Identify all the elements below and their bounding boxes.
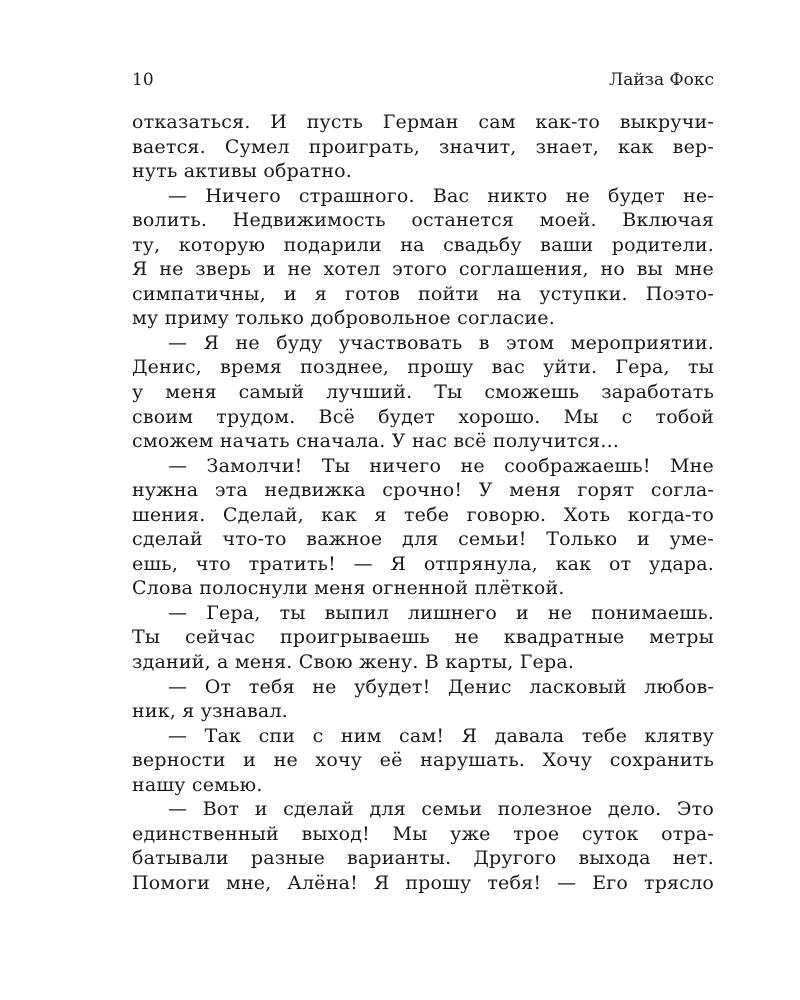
text-line: зданий, а меня. Свою жену. В карты, Гера. <box>132 651 575 674</box>
text-line: сможем начать сначала. У нас всё получится... <box>132 430 620 453</box>
body-text <box>132 110 714 896</box>
text-line: Слова полоснули меня огненной плёткой. <box>132 577 565 600</box>
text-line: батывали разные варианты. Другого выхода нет. <box>132 847 714 870</box>
text-line: Денис, время позднее, прошу вас уйти. Гера, ты <box>132 356 714 379</box>
book-author: Лайза Фокс <box>609 70 714 90</box>
text-line: — Гера, ты выпил лишнего и не понимаешь. <box>168 601 714 624</box>
text-line: нашу семью. <box>132 773 263 796</box>
text-line: волить. Недвижимость останется моей. Включая <box>132 209 714 232</box>
text-line: — Так спи с ним сам! Я давала тебе клятву <box>168 724 714 747</box>
text-line: вается. Сумел проиграть, значит, знает, как вер- <box>132 135 714 158</box>
text-line: Помоги мне, Алёна! Я прошу тебя! — Его трясло <box>132 871 714 894</box>
text-line: своим трудом. Всё будет хорошо. Мы с тобой <box>132 405 714 428</box>
text-line: нужна эта недвижка срочно! У меня горят согла- <box>132 479 714 502</box>
text-line: — Я не буду участвовать в этом мероприятии. <box>168 331 714 354</box>
text-line: сделай что-то важное для семьи! Только и уме- <box>132 528 714 551</box>
text-line: — Ничего страшного. Вас никто не будет не- <box>168 184 714 207</box>
page-number: 10 <box>132 70 154 90</box>
text-line: ник, я узнавал. <box>132 700 288 723</box>
text-line: нуть активы обратно. <box>132 160 352 183</box>
text-line: верности и не хочу её нарушать. Хочу сохранить <box>132 749 714 772</box>
text-line: — От тебя не убудет! Денис ласковый любов- <box>168 675 714 698</box>
text-line: Я не зверь и не хотел этого соглашения, но вы мне <box>132 258 714 281</box>
text-line: Ты сейчас проигрываешь не квадратные метры <box>132 626 714 649</box>
text-line: — Замолчи! Ты ничего не соображаешь! Мне <box>168 454 714 477</box>
text-line: му приму только добровольное согласие. <box>132 307 555 330</box>
text-line: — Вот и сделай для семьи полезное дело. Это <box>168 798 714 821</box>
text-line: единственный выход! Мы уже трое суток отра- <box>132 822 714 845</box>
text-line: ешь, что тратить! — Я отпрянула, как от удара. <box>132 552 714 575</box>
running-head <box>132 68 714 92</box>
text-line: симпатичны, и я готов пойти на уступки. Поэто- <box>132 282 714 305</box>
text-line: у меня самый лучший. Ты сможешь заработать <box>132 381 714 404</box>
text-line: ту, которую подарили на свадьбу ваши родители. <box>132 233 714 256</box>
text-line: отказаться. И пусть Герман сам как-то выкручи- <box>132 111 714 133</box>
text-line: шения. Сделай, как я тебе говорю. Хоть когда-то <box>132 503 714 526</box>
